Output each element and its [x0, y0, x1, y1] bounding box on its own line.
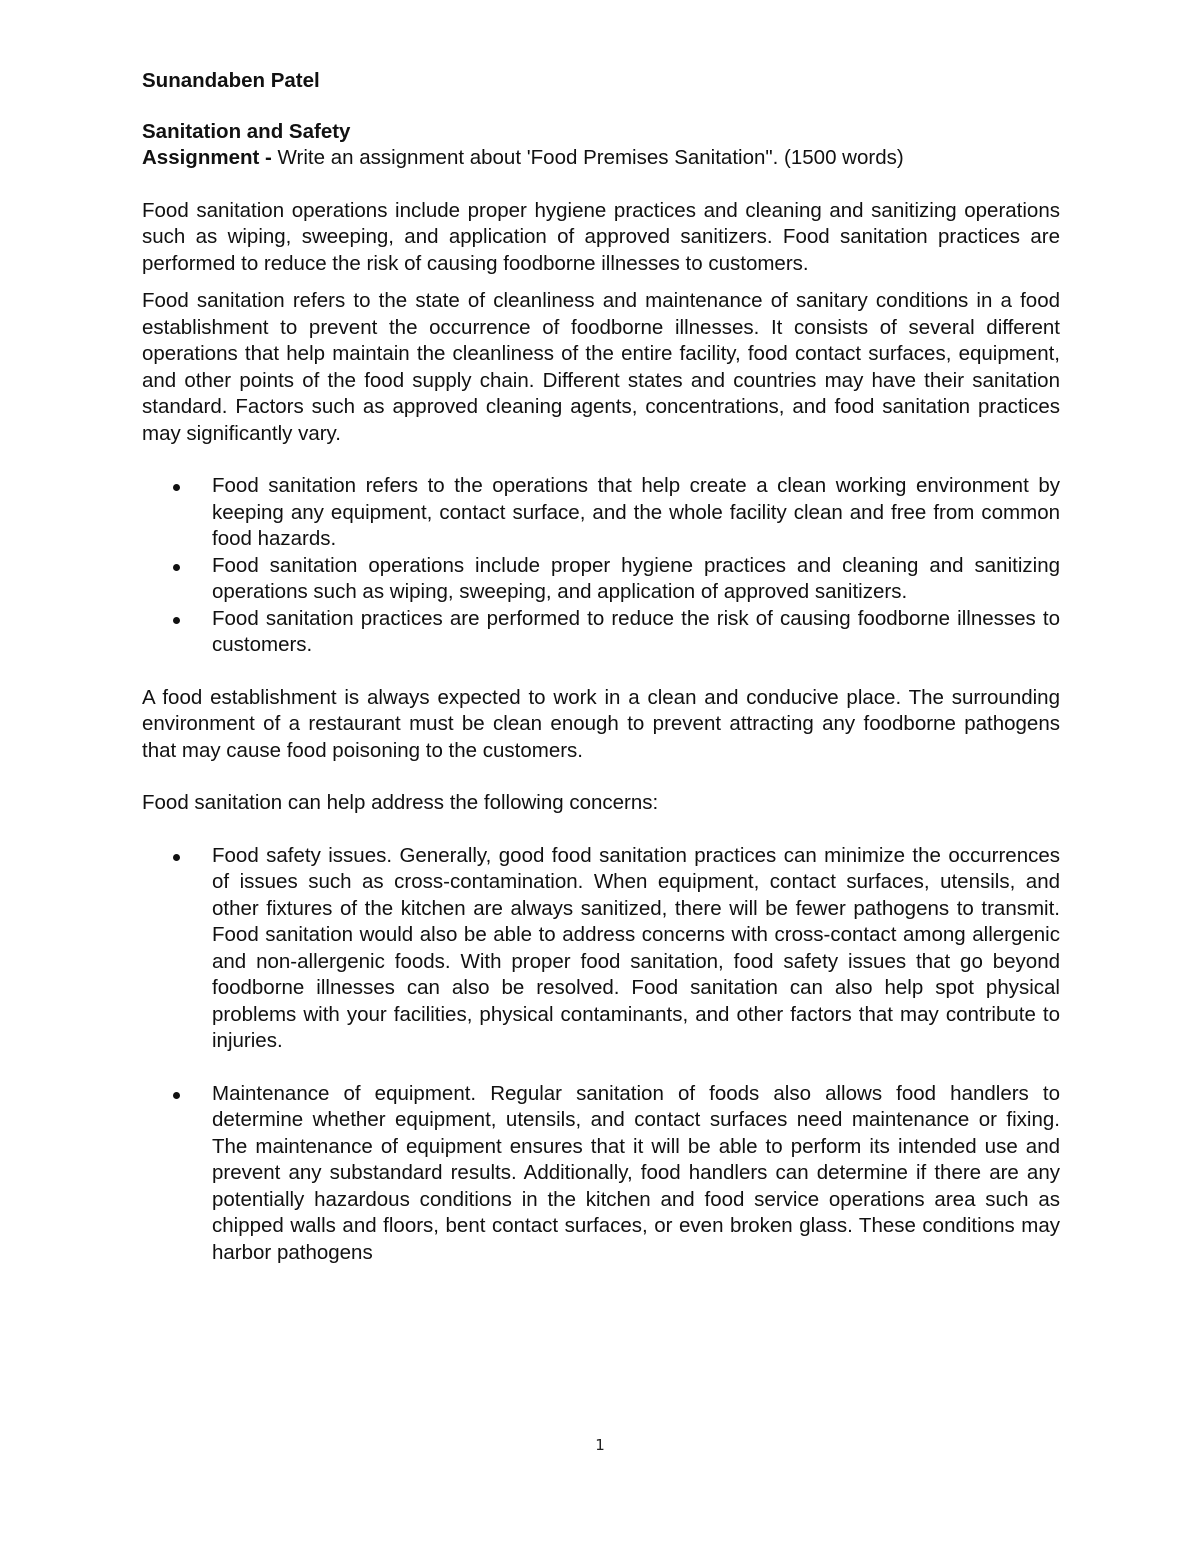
paragraph-intro: Food sanitation operations include proper hygiene practices and cleaning and sanitizing operations such as wiping, sweeping, and application of approved sanitizers. Food sanitation practices are performed to reduce the risk of causing foodborne illnesses to customers.	[142, 198, 1060, 275]
author-name: Sunandaben Patel	[142, 69, 320, 92]
list-item-text: Maintenance of equipment. Regular sanitation of foods also allows food handlers to determine whether equipment, utensils, and contact surfaces need maintenance or fixing. The maintenance of equipment ensures that it will be able to perform its intended use and prevent any substandard results. Additionally, food handlers can determine if there are any potentially hazardous conditions in the kitchen and food service operations area such as chipped walls and floors, bent contact surfaces, or even broken glass. These conditions may harbor pathogens	[212, 1081, 1060, 1264]
assignment-line	[142, 145, 1060, 172]
assignment-text: Write an assignment about 'Food Premises Sanitation". (1500 words)	[271, 146, 904, 169]
list-item	[142, 843, 1060, 1055]
concerns-bullet-list	[142, 843, 1060, 1267]
bullet-icon	[173, 484, 180, 491]
bullet-icon	[173, 1092, 180, 1099]
bullet-icon	[173, 854, 180, 861]
course-title: Sanitation and Safety	[142, 119, 351, 143]
paragraph-establishment: A food establishment is always expected to work in a clean and conducive place. The surrounding environment of a restaurant must be clean enough to prevent attracting any foodborne pathogens that may cause food poisoning to the customers.	[142, 685, 1060, 762]
list-item-text: Food sanitation operations include proper hygiene practices and cleaning and sanitizing operations such as wiping, sweeping, and application of approved sanitizers.	[212, 553, 1060, 603]
list-item	[142, 553, 1060, 606]
paragraph-definition: Food sanitation refers to the state of cleanliness and maintenance of sanitary conditions in a food establishment to prevent the occurrence of foodborne illnesses. It consists of several different operations that help maintain the cleanliness of the entire facility, food contact surfaces, equipment, and other points of the food supply chain. Different states and countries may have their sanitation standard. Factors such as approved cleaning agents, concentrations, and food sanitation practices may significantly vary.	[142, 289, 1060, 445]
paragraph-concerns-intro: Food sanitation can help address the following concerns:	[142, 791, 659, 814]
list-item	[142, 606, 1060, 659]
bullet-icon	[173, 617, 180, 624]
list-item-text: Food sanitation refers to the operations that help create a clean working environment by keeping any equipment, contact surface, and the whole facility clean and free from common food hazards.	[212, 474, 1060, 550]
list-item	[142, 473, 1060, 553]
assignment-label: Assignment -	[142, 146, 272, 169]
summary-bullet-list	[142, 473, 1060, 659]
list-item-text: Food safety issues. Generally, good food sanitation practices can minimize the occurrences of issues such as cross-contamination. When equipment, contact surfaces, utensils, and other fixtures of the kitchen are always sanitized, there will be fewer pathogens to transmit. Food sanitation would also be able to address concerns with cross-contact among allergenic and non-allergenic foods. With proper food sanitation, food safety issues that go beyond foodborne illnesses can also be resolved. Food sanitation can also help spot physical problems with your facilities, physical contaminants, and other factors that may contribute to injuries.	[212, 843, 1060, 1052]
document-page	[142, 68, 1060, 1266]
list-item	[142, 1081, 1060, 1267]
list-item-text: Food sanitation practices are performed to reduce the risk of causing foodborne illnesses to customers.	[212, 606, 1060, 656]
page-number: 1	[595, 1436, 605, 1454]
bullet-icon	[173, 564, 180, 571]
